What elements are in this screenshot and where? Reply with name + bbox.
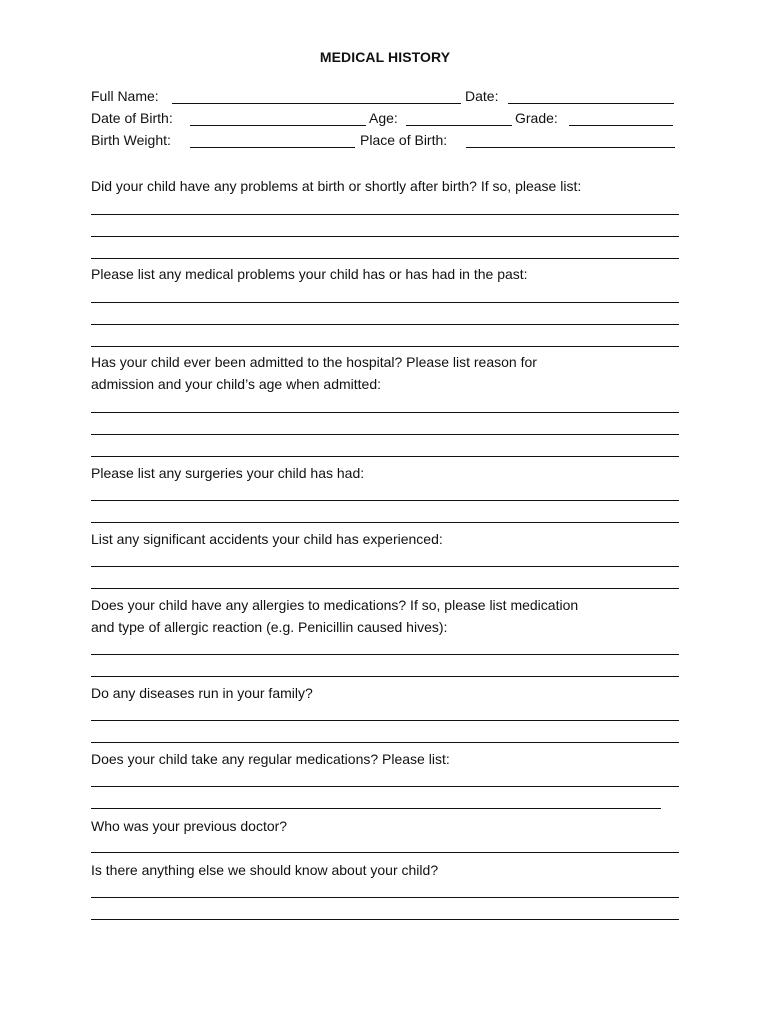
- answer-line[interactable]: [91, 588, 679, 589]
- grade-field[interactable]: [569, 125, 673, 126]
- date-of-birth-label: Date of Birth:: [91, 110, 173, 126]
- answer-line[interactable]: [91, 214, 679, 215]
- question-line: Has your child ever been admitted to the hospital? Please list reason for: [91, 354, 537, 370]
- question-allergies: [91, 594, 691, 638]
- answer-line[interactable]: [91, 566, 679, 567]
- answer-line[interactable]: [91, 302, 679, 303]
- answer-line[interactable]: [91, 522, 679, 523]
- answer-line[interactable]: [91, 720, 679, 721]
- answer-line[interactable]: [91, 324, 679, 325]
- answer-line[interactable]: [91, 897, 679, 898]
- question-surgeries: Please list any surgeries your child has had:: [91, 465, 365, 481]
- answer-line[interactable]: [91, 500, 679, 501]
- age-field[interactable]: [406, 125, 512, 126]
- answer-line[interactable]: [91, 654, 679, 655]
- question-regular-medications: Does your child take any regular medications? Please list:: [91, 751, 450, 767]
- answer-line[interactable]: [91, 346, 679, 347]
- question-line: Does your child have any allergies to medications? If so, please list medication: [91, 597, 579, 613]
- answer-line[interactable]: [91, 919, 679, 920]
- grade-label: Grade:: [515, 110, 558, 126]
- question-line: admission and your child’s age when admitted:: [91, 376, 382, 392]
- age-label: Age:: [369, 110, 398, 126]
- question-birth-problems: Did your child have any problems at birth or shortly after birth? If so, please list:: [91, 178, 582, 194]
- answer-line[interactable]: [91, 456, 679, 457]
- answer-line[interactable]: [91, 742, 679, 743]
- answer-line[interactable]: [91, 808, 661, 809]
- answer-line[interactable]: [91, 236, 679, 237]
- date-of-birth-field[interactable]: [190, 125, 366, 126]
- answer-line[interactable]: [91, 412, 679, 413]
- question-family-diseases: Do any diseases run in your family?: [91, 685, 313, 701]
- question-hospital-admission: [91, 351, 691, 395]
- answer-line[interactable]: [91, 676, 679, 677]
- date-label: Date:: [465, 88, 499, 104]
- question-anything-else: Is there anything else we should know about your child?: [91, 862, 439, 878]
- place-of-birth-label: Place of Birth:: [360, 132, 448, 148]
- question-previous-doctor: Who was your previous doctor?: [91, 818, 288, 834]
- question-medical-problems: Please list any medical problems your child has or has had in the past:: [91, 266, 528, 282]
- date-field[interactable]: [508, 103, 674, 104]
- birth-weight-label: Birth Weight:: [91, 132, 171, 148]
- birth-weight-field[interactable]: [190, 147, 355, 148]
- full-name-label: Full Name:: [91, 88, 159, 104]
- answer-line[interactable]: [91, 434, 679, 435]
- answer-line[interactable]: [91, 786, 679, 787]
- question-line: and type of allergic reaction (e.g. Penicillin caused hives):: [91, 619, 448, 635]
- question-accidents: List any significant accidents your child has experienced:: [91, 531, 443, 547]
- answer-line[interactable]: [91, 852, 679, 853]
- form-title: MEDICAL HISTORY: [319, 49, 451, 65]
- full-name-field[interactable]: [172, 103, 461, 104]
- place-of-birth-field[interactable]: [466, 147, 675, 148]
- answer-line[interactable]: [91, 258, 679, 259]
